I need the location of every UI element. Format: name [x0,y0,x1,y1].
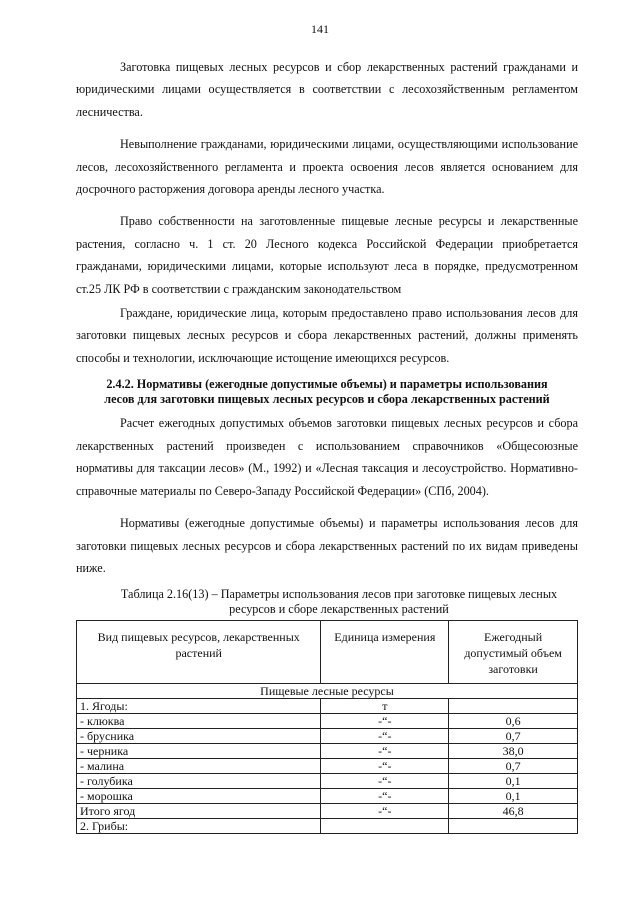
cell-unit: -“- [321,789,449,804]
paragraph: Нормативы (ежегодные допустимые объемы) и параметры использования лесов для заготовки пищевых лесных ресурсов и сбора лекарственных растений по их видам приведены ниже. [76,516,578,575]
cell-unit: -“- [321,714,449,729]
table-row [77,729,578,744]
cell-name: - малина [77,759,321,774]
table-row [77,699,578,714]
cell-name: 2. Грибы: [77,819,321,834]
paragraph: Заготовка пищевых лесных ресурсов и сбор лекарственных растений гражданами и юридическими лицами осуществляется в соответствии с лесохозяйственным регламентом лесничества. [76,60,578,119]
header-annual-volume: Ежегодный допустимый объем заготовки [449,621,578,684]
table-row [77,819,578,834]
cell-name: - морошка [77,789,321,804]
document-body [76,56,578,834]
header-resource-type: Вид пищевых ресурсов, лекарственных растений [77,621,321,684]
cell-value: 0,1 [449,774,578,789]
table-caption: Таблица 2.16(13) – Параметры использования лесов при заготовке пищевых лесных ресурсов и сборе лекарственных растений [120,587,558,616]
cell-value [449,699,578,714]
cell-value: 46,8 [449,804,578,819]
section-title: 2.4.2. Нормативы (ежегодные допустимые объемы) и параметры использования лесов для заготовки пищевых лесных ресурсов и сбора лекарственных растений [104,377,550,406]
page-number: 141 [311,22,329,36]
cell-unit: -“- [321,744,449,759]
cell-unit [321,819,449,834]
cell-value [449,819,578,834]
cell-unit: -“- [321,804,449,819]
cell-name: - брусника [77,729,321,744]
table-group-row [77,684,578,699]
group-label: Пищевые лесные ресурсы [77,684,578,699]
cell-value: 0,7 [449,729,578,744]
paragraph: Граждане, юридические лица, которым предоставлено право использования лесов для заготовки пищевых лесных ресурсов и сбора лекарственных растений, должны применять способы и технологии, исключающие истощение имеющихся ресурсов. [76,306,578,365]
table-row [77,744,578,759]
table-row [77,789,578,804]
cell-name: Итого ягод [77,804,321,819]
cell-unit: -“- [321,759,449,774]
table-header-row [77,621,578,684]
cell-unit: т [321,699,449,714]
cell-unit: -“- [321,729,449,744]
paragraph: Расчет ежегодных допустимых объемов заготовки пищевых лесных ресурсов и сбора лекарственных растений произведен с использованием справочников «Общесоюзные нормативы для таксации лесов» (М., 1992) и «Лесная таксация и лесоустройство. Нормативно-справочные материалы по Северо-Западу Российской Федерации» (СПб, 2004). [76,416,578,498]
cell-value: 38,0 [449,744,578,759]
table-row [77,804,578,819]
table-row [77,714,578,729]
cell-name: - голубика [77,774,321,789]
cell-name: 1. Ягоды: [77,699,321,714]
cell-value: 0,1 [449,789,578,804]
cell-name: - клюква [77,714,321,729]
table-row [77,759,578,774]
paragraph: Право собственности на заготовленные пищевые лесные ресурсы и лекарственные растения, согласно ч. 1 ст. 20 Лесного кодекса Российской Федерации приобретается гражданами, юридическими лицами, которые используют леса в порядке, предусмотренном ст.25 ЛК РФ в соответствии с гражданским законодательством [76,214,578,296]
cell-name: - черника [77,744,321,759]
cell-unit: -“- [321,774,449,789]
cell-value: 0,6 [449,714,578,729]
header-unit: Единица измерения [321,621,449,684]
paragraph: Невыполнение гражданами, юридическими лицами, осуществляющими использование лесов, лесохозяйственного регламента и проекта освоения лесов является основанием для досрочного расторжения договора аренды лесного участка. [76,137,578,197]
cell-value: 0,7 [449,759,578,774]
parameters-table [76,620,578,834]
table-row [77,774,578,789]
